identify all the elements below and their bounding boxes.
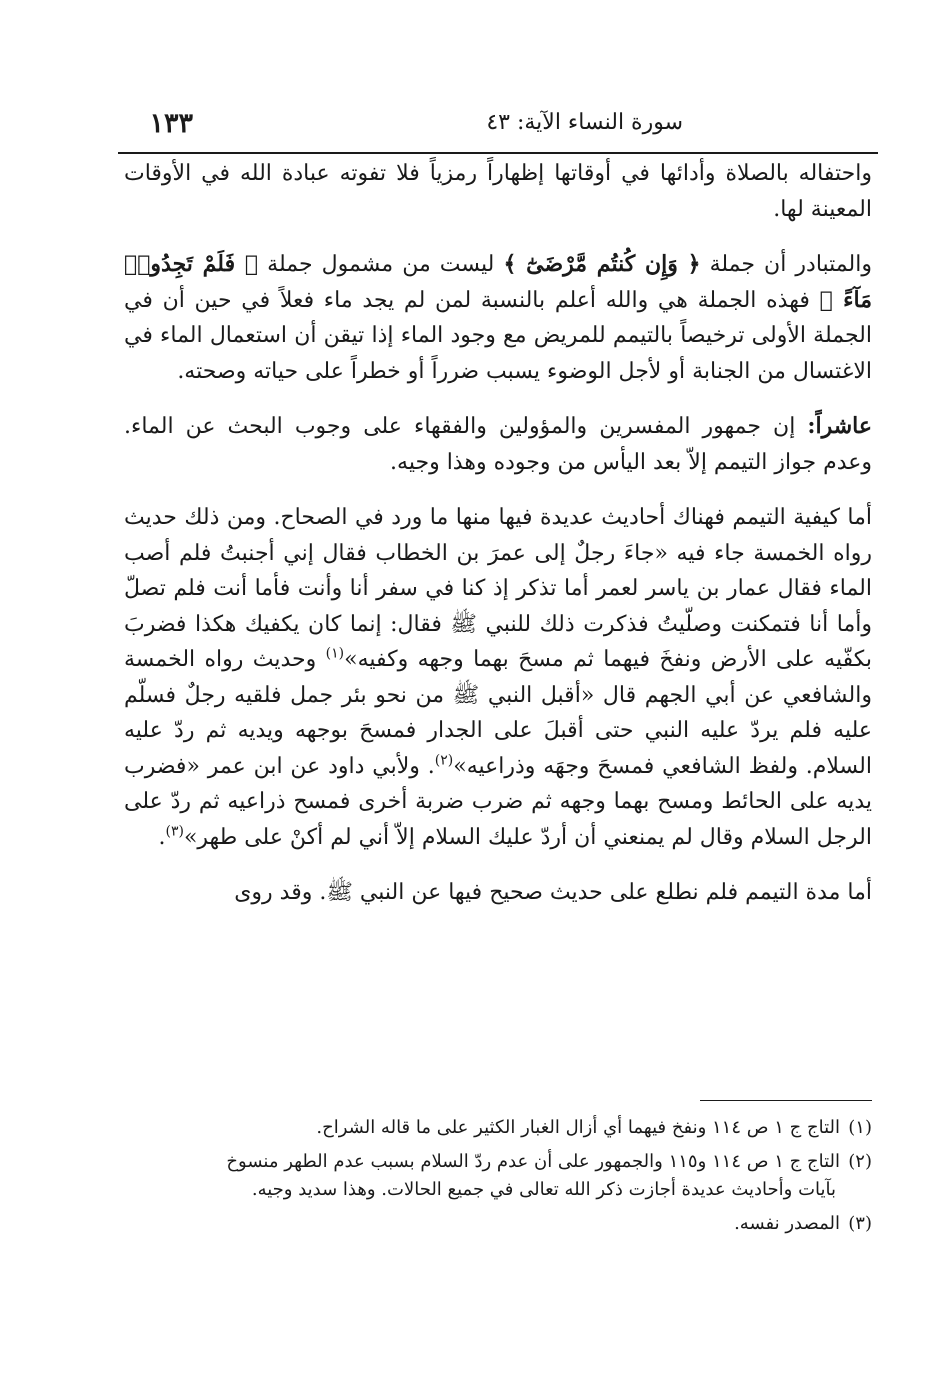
- footnote-ref-3[interactable]: (٣): [165, 823, 184, 840]
- footnote-number: (٢): [848, 1151, 872, 1172]
- page-header: [118, 108, 878, 152]
- paragraph-4-text-d: .: [158, 824, 166, 850]
- footnote-rule: [700, 1100, 872, 1101]
- paragraph-3: [124, 409, 872, 480]
- paragraph-3-lead: عاشراً:: [807, 413, 872, 439]
- footnote-1: [124, 1114, 872, 1142]
- footnotes: [124, 1114, 872, 1244]
- quran-quote-2: ﴿ فَلَمْ تَجِدُوا۟ مَآءً ﴾: [124, 251, 872, 313]
- paragraph-2-text-b: ليست من مشمول جملة: [258, 252, 504, 277]
- footnote-text: التاج ج ١ ص ١١٤ و١١٥ والجمهور على أن عدم ردّ السلام بسبب عدم الطهر منسوخ: [226, 1151, 840, 1172]
- paragraph-4-text-c: . ولأبي داود عن ابن عمر «فضرب يديه على الحائط ومسح بهما وجهه ثم ضرب ضربة أخرى فمسح ذراعيه ثم ردّ على الرجل السلام وقال لم يمنعني أن أردّ عليك السلام إلاّ أني لم أكنْ على طهر»: [124, 753, 872, 850]
- paragraph-5: أما مدة التيمم فلم نطلع على حديث صحيح فيها عن النبي ﷺ. وقد روى: [234, 880, 872, 905]
- paragraph-2: [124, 247, 872, 389]
- footnote-ref-2[interactable]: (٢): [434, 752, 454, 769]
- main-text: [124, 156, 872, 911]
- quran-quote-1: ﴿ وَإِن كُنتُم مَّرْضَىٰٓ ﴾: [503, 251, 701, 277]
- footnote-2: [124, 1148, 872, 1204]
- footnote-text: التاج ج ١ ص ١١٤ ونفخ فيهما أي أزال الغبار الكثير على ما قاله الشراح.: [316, 1117, 840, 1138]
- paragraph-3-text: إن جمهور المفسرين والمؤولين والفقهاء على وجوب البحث عن الماء. وعدم جواز التيمم إلاّ بعد اليأس من وجوده وهذا وجيه.: [124, 414, 872, 475]
- footnote-ref-1[interactable]: (١): [325, 645, 345, 662]
- footnote-number: (١): [848, 1117, 872, 1138]
- page-number: ١٣٣: [149, 108, 193, 139]
- paragraph-4-text-b: وحديث رواه الخمسة والشافعي عن أبي الجهم قال «أقبل النبي ﷺ من نحو بئر جمل فلقيه رجلٌ فسلّم عليه فلم يردّ عليه النبي حتى أقبلَ على الجدار فمسحَ بوجهه ويديه ثم ردّ عليه السلام. ولفظ الشافعي فمسحَ وجهَه وذراعيه»: [124, 647, 872, 779]
- footnote-text: المصدر نفسه.: [734, 1213, 840, 1234]
- paragraph-2-text-c: فهذه الجملة هي والله أعلم بالنسبة لمن لم يجد ماء فعلاً في حين أن في الجملة الأولى ترخيصاً بالتيمم للمريض مع وجود الماء إذا تيقن أن استعمال الماء في الاغتسال من الجنابة أو لأجل الوضوء يسبب ضرراً أو خطراً على حياته وصحته.: [124, 287, 872, 384]
- footnote-3: [124, 1210, 872, 1238]
- paragraph-4-text-a: أما كيفية التيمم فهناك أحاديث عديدة فيها منها ما ورد في الصحاح. ومن ذلك حديث رواه الخمسة جاء فيه «جاءَ رجلٌ إلى عمرَ بن الخطاب فقال إني أجنبتُ فلم أصب الماء فقال عمار بن ياسر لعمر أما تذكر إذ كنا في سفر أنا وأنت فأما أنت فلم تصلّ وأما أنا فتمكنت وصلّيتُ فذكرت ذلك للنبي ﷺ فقال: إنما كان يكفيك هكذا فضربَ بكفّيه على الأرض ونفخَ فيهما ثم مسحَ بهما وجهه وكفيه»: [124, 505, 872, 672]
- paragraph-4: [124, 500, 872, 855]
- footnote-number: (٣): [848, 1213, 872, 1234]
- footnote-continuation: بآيات وأحاديث عديدة أجازت ذكر الله تعالى في جميع الحالات. وهذا سديد وجيه.: [251, 1179, 836, 1200]
- running-title: سورة النساء الآية: ٤٣: [486, 110, 683, 135]
- header-rule: [118, 152, 878, 154]
- paragraph-2-text-a: والمتبادر أن جملة: [700, 252, 872, 277]
- paragraph-1: واحتفاله بالصلاة وأدائها في أوقاتها إظهاراً رمزياً فلا تفوته عبادة الله في الأوقات المعينة لها.: [124, 161, 872, 222]
